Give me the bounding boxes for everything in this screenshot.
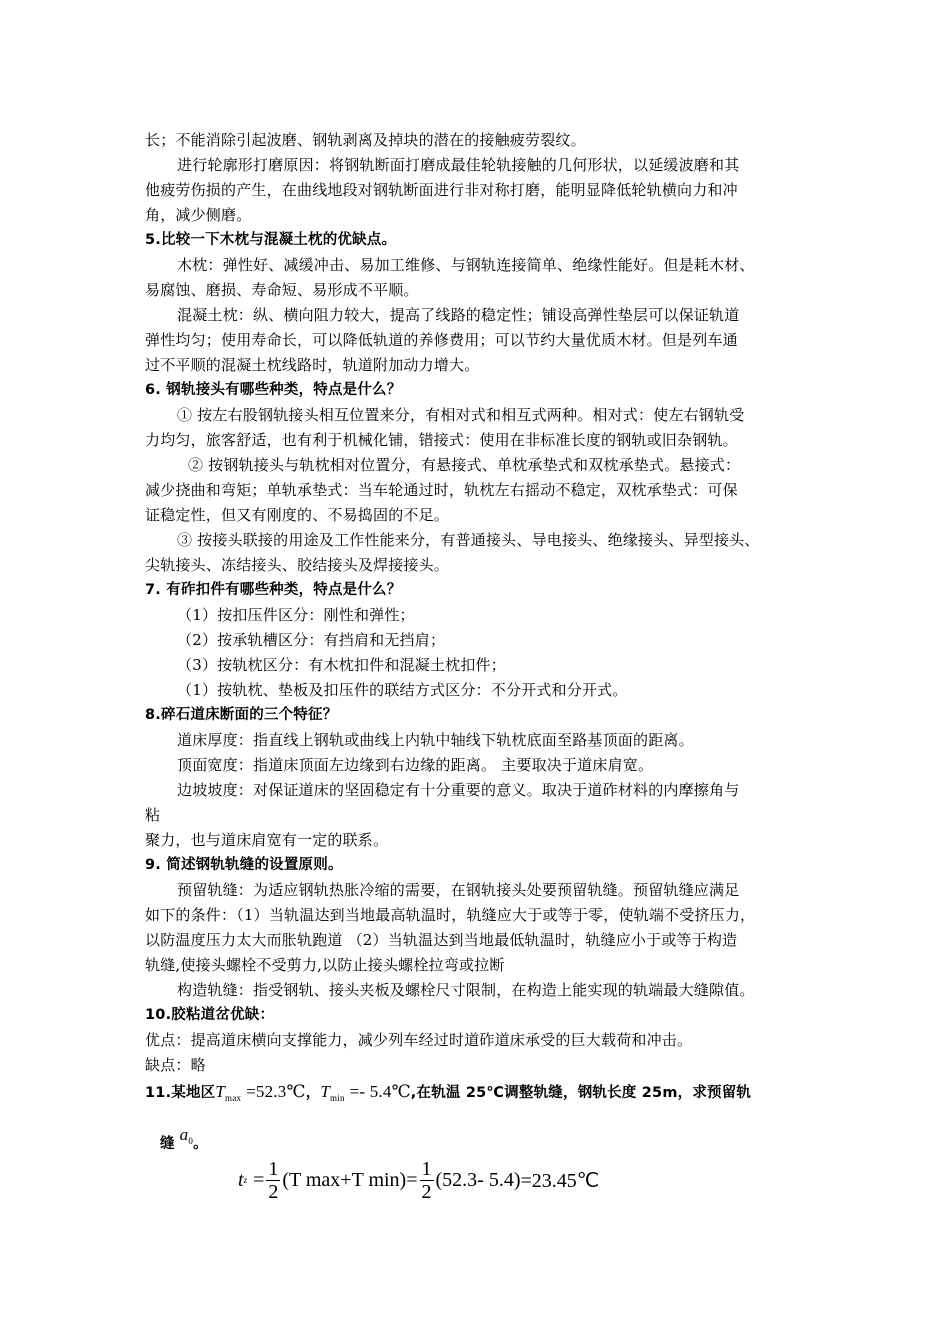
a0-subscript: 0	[188, 1136, 194, 1146]
text-line: 聚力，也与道床肩宽有一定的联系。	[145, 831, 389, 849]
question-heading: 7. 有砟扣件有哪些种类，特点是什么？	[145, 582, 402, 598]
question-heading: 6. 钢轨接头有哪些种类，特点是什么？	[145, 382, 402, 398]
q11-line2-end: 。	[193, 1136, 208, 1152]
formula-fraction-2	[420, 1158, 434, 1203]
a0-symbol: a	[179, 1125, 189, 1144]
text-line: 优点：提高道床横向支撑能力，减少列车经过时道砟道床承受的巨大载荷和冲击。	[145, 1031, 693, 1049]
text-line: 弹性均匀；使用寿命长，可以降低轨道的养修费用；可以节约大量优质木材。但是列车通	[145, 331, 738, 349]
text-line: 力均匀，旅客舒适，也有利于机械化铺，错接式：使用在非标准长度的钢轨或旧杂钢轨。	[145, 431, 738, 449]
text-line: 缺点：略	[145, 1056, 206, 1074]
text-line: 尖轨接头、冻结接头、胶结接头及焊接接头。	[145, 556, 450, 574]
text-line: （1）按轨枕、垫板及扣压件的联结方式区分：不分开式和分开式。	[177, 681, 628, 699]
text-line: 他疲劳伤损的产生，在曲线地段对钢轨断面进行非对称打磨，能明显降低轮轨横向力和冲	[145, 181, 738, 199]
formula-lhs-subscript: z	[243, 1175, 248, 1185]
text-line: （1）按扣压件区分：刚性和弹性；	[177, 606, 415, 624]
text-line: 如下的条件：（1）当轨温达到当地最高轨温时，轨缝应大于或等于零，使轨端不受挤压力，	[145, 906, 756, 924]
question-heading: 9. 简述钢轨轨缝的设置原则。	[145, 857, 343, 873]
question-heading: 8.碎石道床断面的三个特征？	[145, 707, 338, 723]
formula-equals-2: =	[406, 1168, 418, 1191]
formula-substitution: (52.3- 5.4)	[435, 1168, 521, 1191]
text-line: 长；不能消除引起波磨、钢轨剥离及掉块的潜在的接触疲劳裂纹。	[145, 131, 586, 149]
formula-result: =23.45℃	[520, 1169, 600, 1192]
tmax-subscript: max	[225, 1093, 242, 1103]
text-line: ① 按左右股钢轨接头相互位置来分，有相对式和相互式两种。相对式：使左右钢轨受	[177, 406, 745, 424]
text-line: ② 按钢轨接头与轨枕相对位置分，有悬接式、单枕承垫式和双枕承垫式。悬接式：	[188, 456, 741, 474]
q11-prefix: 11.某地区	[145, 1085, 216, 1101]
text-line: 木枕：弹性好、减缓冲击、易加工维修、与钢轨连接简单、绝缘性能好。但是耗木材、	[177, 256, 755, 274]
text-line: 易腐蚀、磨损、寿命短、易形成不平顺。	[145, 281, 419, 299]
formula-sum: (T max+T min)	[282, 1168, 407, 1191]
question-heading: 5.比较一下木枕与混凝土枕的优缺点。	[145, 232, 397, 248]
text-line: 混凝土枕：纵、横向阻力较大，提高了线路的稳定性；铺设高弹性垫层可以保证轨道	[177, 306, 740, 324]
tmin-value: =- 5.4℃	[349, 1082, 411, 1101]
q11-suffix: ,在轨温 25℃调整轨缝，钢轨长度 25m，求预留轨	[410, 1085, 752, 1101]
text-line: 角，减少侧磨。	[145, 206, 252, 224]
formula-fraction	[266, 1158, 280, 1203]
question-11-line	[145, 1082, 751, 1108]
fraction-numerator-2: 1	[421, 1157, 432, 1180]
tmax-symbol: T	[215, 1082, 226, 1101]
text-line: 证稳定性，但又有刚度的、不易捣固的不足。	[145, 506, 450, 524]
fraction-numerator: 1	[268, 1157, 279, 1180]
tmin-subscript: min	[330, 1093, 345, 1103]
fraction-denominator-2: 2	[421, 1180, 432, 1203]
text-line: 道床厚度：指直线上钢轨或曲线上内轨中轴线下轨枕底面至路基顶面的距离。	[177, 731, 694, 749]
text-line: 预留轨缝：为适应钢轨热胀冷缩的需要，在钢轨接头处要预留轨缝。预留轨缝应满足	[177, 881, 740, 899]
text-line: （3）按轨枕区分：有木枕扣件和混凝土枕扣件；	[177, 656, 506, 674]
text-line: 轨缝,使接头螺栓不受剪力,以防止接头螺栓拉弯或拉断	[145, 956, 505, 974]
text-line: （2）按承轨槽区分：有挡肩和无挡肩；	[177, 631, 446, 649]
formula-lhs: t	[238, 1168, 244, 1191]
text-line: 减少挠曲和弯矩；单轨承垫式：当车轮通过时，轨枕左右摇动不稳定，双枕承垫式：可保	[145, 481, 738, 499]
formula-equals: =	[253, 1168, 265, 1191]
text-line: 边坡坡度：对保证道床的坚固稳定有十分重要的意义。取决于道砟材料的内摩擦角与	[177, 781, 740, 799]
tmin-symbol: T	[320, 1082, 331, 1101]
text-line: 进行轮廓形打磨原因：将钢轨断面打磨成最佳轮轨接触的几何形状，以延缓波磨和其	[177, 156, 740, 174]
text-line: 构造轨缝：指受钢轨、接头夹板及螺栓尺寸限制，在构造上能实现的轨端最大缝隙值。	[177, 981, 755, 999]
question-11-line2	[160, 1125, 208, 1159]
tmax-value: =52.3℃	[246, 1082, 306, 1101]
text-line: ③ 按接头联接的用途及工作性能来分，有普通接头、导电接头、绝缘接头、异型接头、	[177, 531, 760, 549]
text-line: 以防温度压力太大而胀轨跑道 （2）当轨温达到当地最低轨温时，轨缝应小于或等于构造	[145, 931, 738, 949]
text-line: 顶面宽度：指道床顶面左边缘到右边缘的距离。 主要取决于道床肩宽。	[177, 756, 654, 774]
question-heading: 10.胶粘道岔优缺：	[145, 1007, 275, 1023]
q11-line2-text: 缝	[160, 1136, 175, 1152]
formula	[238, 1150, 599, 1210]
text-line: 过不平顺的混凝土枕线路时，轨道附加动力增大。	[145, 356, 480, 374]
fraction-denominator: 2	[268, 1180, 279, 1203]
q11-separator: ，	[305, 1085, 321, 1101]
text-line: 粘	[145, 806, 161, 824]
